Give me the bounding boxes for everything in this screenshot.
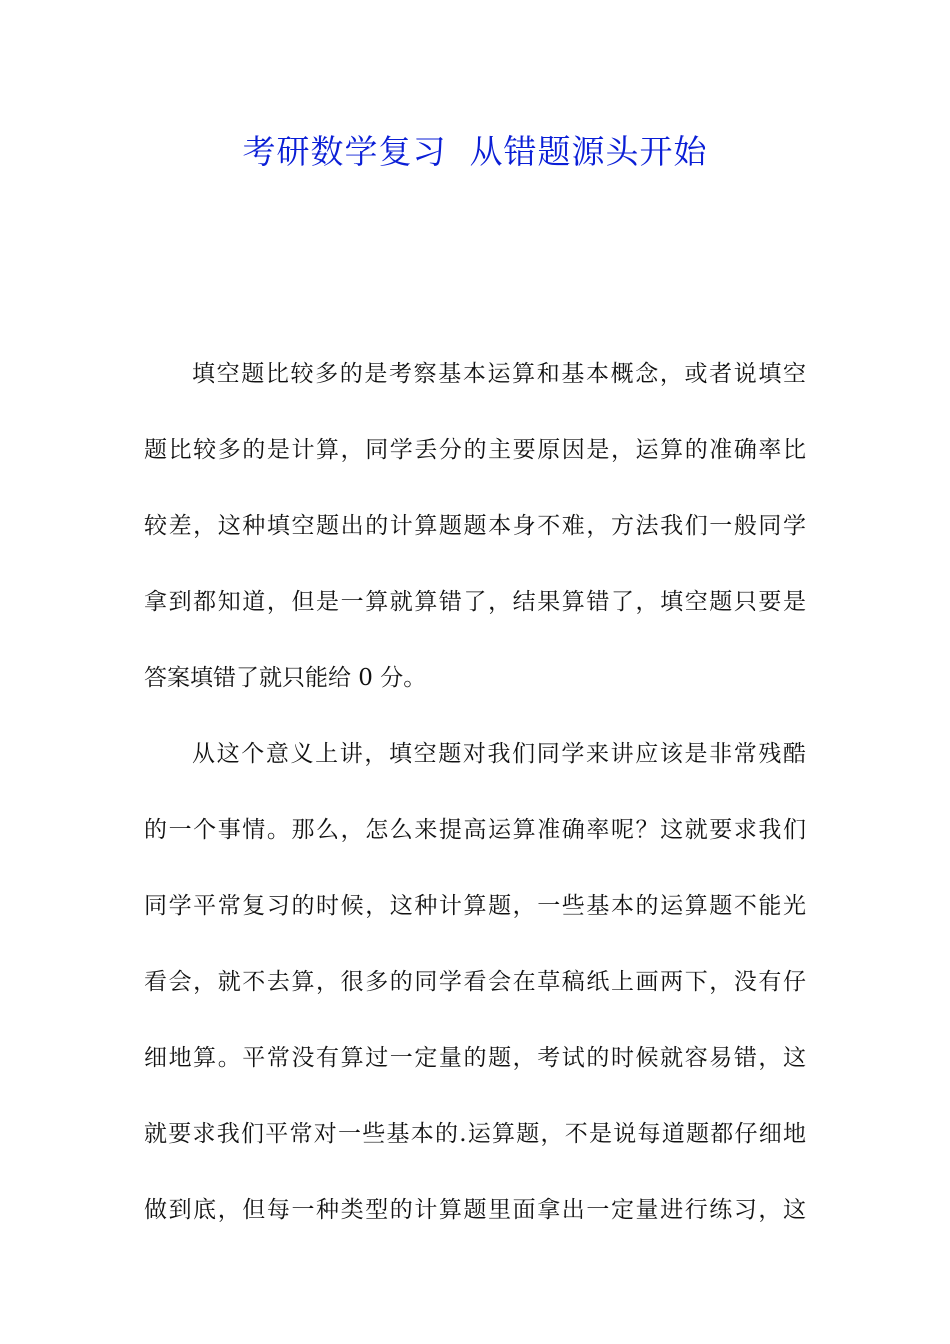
text-line: 同学平常复习的时候，这种计算题，一些基本的运算题不能光: [144, 893, 806, 919]
text-line: 就要求我们平常对一些基本的.运算题，不是说每道题都仔细地: [144, 1121, 806, 1147]
paragraph-1: [144, 336, 806, 716]
document-title: 考研数学复习 从错题源头开始: [242, 132, 708, 171]
paragraph-2: [144, 716, 806, 1248]
text-line: 答案填错了就只能给 0 分。: [144, 665, 427, 691]
text-line: 较差，这种填空题出的计算题题本身不难，方法我们一般同学: [144, 513, 806, 539]
text-line: 细地算。平常没有算过一定量的题，考试的时候就容易错，这: [144, 1045, 806, 1071]
text-line: 的一个事情。那么，怎么来提高运算准确率呢？这就要求我们: [144, 817, 806, 843]
document-body: [144, 336, 806, 1248]
text-line: 做到底，但每一种类型的计算题里面拿出一定量进行练习，这: [144, 1197, 806, 1223]
text-line: 拿到都知道，但是一算就算错了，结果算错了，填空题只要是: [144, 589, 806, 615]
text-line: 看会，就不去算，很多的同学看会在草稿纸上画两下，没有仔: [144, 969, 806, 995]
text-line: 题比较多的是计算，同学丢分的主要原因是，运算的准确率比: [144, 437, 806, 463]
text-line: 填空题比较多的是考察基本运算和基本概念，或者说填空: [192, 361, 806, 387]
text-line: 从这个意义上讲，填空题对我们同学来讲应该是非常残酷: [192, 741, 806, 767]
